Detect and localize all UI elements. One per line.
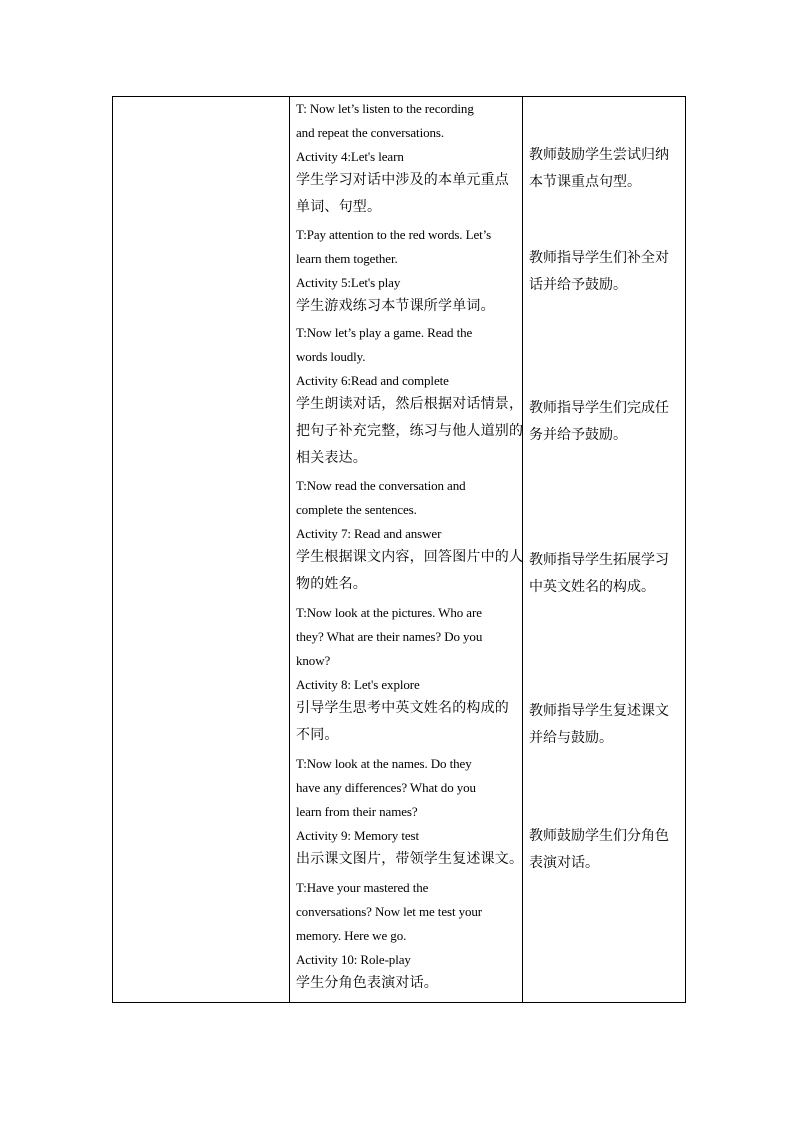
activity-text-line: have any differences? What do you xyxy=(296,780,476,795)
activity-text-line: complete the sentences. xyxy=(296,502,417,517)
activity-text-line: Activity 5:Let's play xyxy=(296,275,401,290)
teacher-note-line: 教师鼓励学生尝试归纳 xyxy=(529,147,669,163)
teacher-note-line: 中英文姓名的构成。 xyxy=(529,579,655,595)
activity-text-line: T:Have your mastered the xyxy=(296,880,429,895)
teacher-note-line: 教师指导学生们完成任 xyxy=(529,400,669,416)
teacher-note-line: 教师指导学生复述课文 xyxy=(529,703,669,719)
teacher-note-line: 教师指导学生拓展学习 xyxy=(529,552,669,568)
activity-description-line: 学生朗读对话，然后根据对话情景， xyxy=(296,396,524,412)
activity-description-line: 学生根据课文内容，回答图片中的人 xyxy=(296,549,524,565)
teacher-note-line: 教师鼓励学生们分角色 xyxy=(529,828,669,844)
teacher-note-line: 并给与鼓励。 xyxy=(529,730,613,746)
activity-text-line: Activity 9: Memory test xyxy=(296,828,419,843)
activity-description-line: 学生游戏练习本节课所学单词。 xyxy=(296,298,495,314)
activity-text-line: memory. Here we go. xyxy=(296,928,407,943)
activity-text-line: T: Now let’s listen to the recording xyxy=(296,101,474,116)
activity-text-line: they? What are their names? Do you xyxy=(296,629,483,644)
activity-text-line: learn from their names? xyxy=(296,804,418,819)
activity-text-line: T:Pay attention to the red words. Let’s xyxy=(296,227,492,242)
lesson-table xyxy=(112,96,686,1003)
activity-text-line: words loudly. xyxy=(296,349,366,364)
activity-text-line: Activity 7: Read and answer xyxy=(296,526,442,541)
activity-description-line: 相关表达。 xyxy=(296,450,367,466)
column-divider-left xyxy=(289,97,290,1002)
activity-text-line: T:Now look at the names. Do they xyxy=(296,756,472,771)
activity-description-line: 学生学习对话中涉及的本单元重点 xyxy=(296,172,509,188)
activity-text-line: and repeat the conversations. xyxy=(296,125,444,140)
activity-description-line: 引导学生思考中英文姓名的构成的 xyxy=(296,700,509,716)
activity-description-line: 把句子补充完整，练习与他人道别的 xyxy=(296,423,524,439)
activity-text-line: Activity 10: Role-play xyxy=(296,952,411,967)
teacher-note-line: 本节课重点句型。 xyxy=(529,174,641,190)
activity-text-line: T:Now look at the pictures. Who are xyxy=(296,605,482,620)
activity-text-line: T:Now let’s play a game. Read the xyxy=(296,325,473,340)
teacher-note xyxy=(529,547,669,601)
teacher-note-line: 务并给予鼓励。 xyxy=(529,427,627,443)
activity-description-line: 学生分角色表演对话。 xyxy=(296,975,438,991)
activity-text-line: learn them together. xyxy=(296,251,398,266)
activity-text-line: Activity 6:Read and complete xyxy=(296,373,449,388)
activity-description-line: 单词、句型。 xyxy=(296,199,382,215)
activity-description-line: 物的姓名。 xyxy=(296,576,367,592)
activity-text-line: conversations? Now let me test your xyxy=(296,904,483,919)
teacher-note xyxy=(529,698,669,752)
teacher-note-line: 话并给予鼓励。 xyxy=(529,277,627,293)
activity-description-line: 出示课文图片，带领学生复述课文。 xyxy=(296,851,524,867)
activity-description-line: 不同。 xyxy=(296,727,339,743)
activity-text-line: Activity 4:Let's learn xyxy=(296,149,404,164)
activity-text-line: know? xyxy=(296,653,331,668)
teacher-note xyxy=(529,395,669,449)
teacher-note xyxy=(529,142,669,196)
activity-text-line: Activity 8: Let's explore xyxy=(296,677,420,692)
teacher-note-line: 表演对话。 xyxy=(529,855,599,871)
teacher-note xyxy=(529,245,669,299)
activity-text-line: T:Now read the conversation and xyxy=(296,478,466,493)
teacher-note xyxy=(529,823,669,877)
teacher-note-line: 教师指导学生们补全对 xyxy=(529,250,669,266)
